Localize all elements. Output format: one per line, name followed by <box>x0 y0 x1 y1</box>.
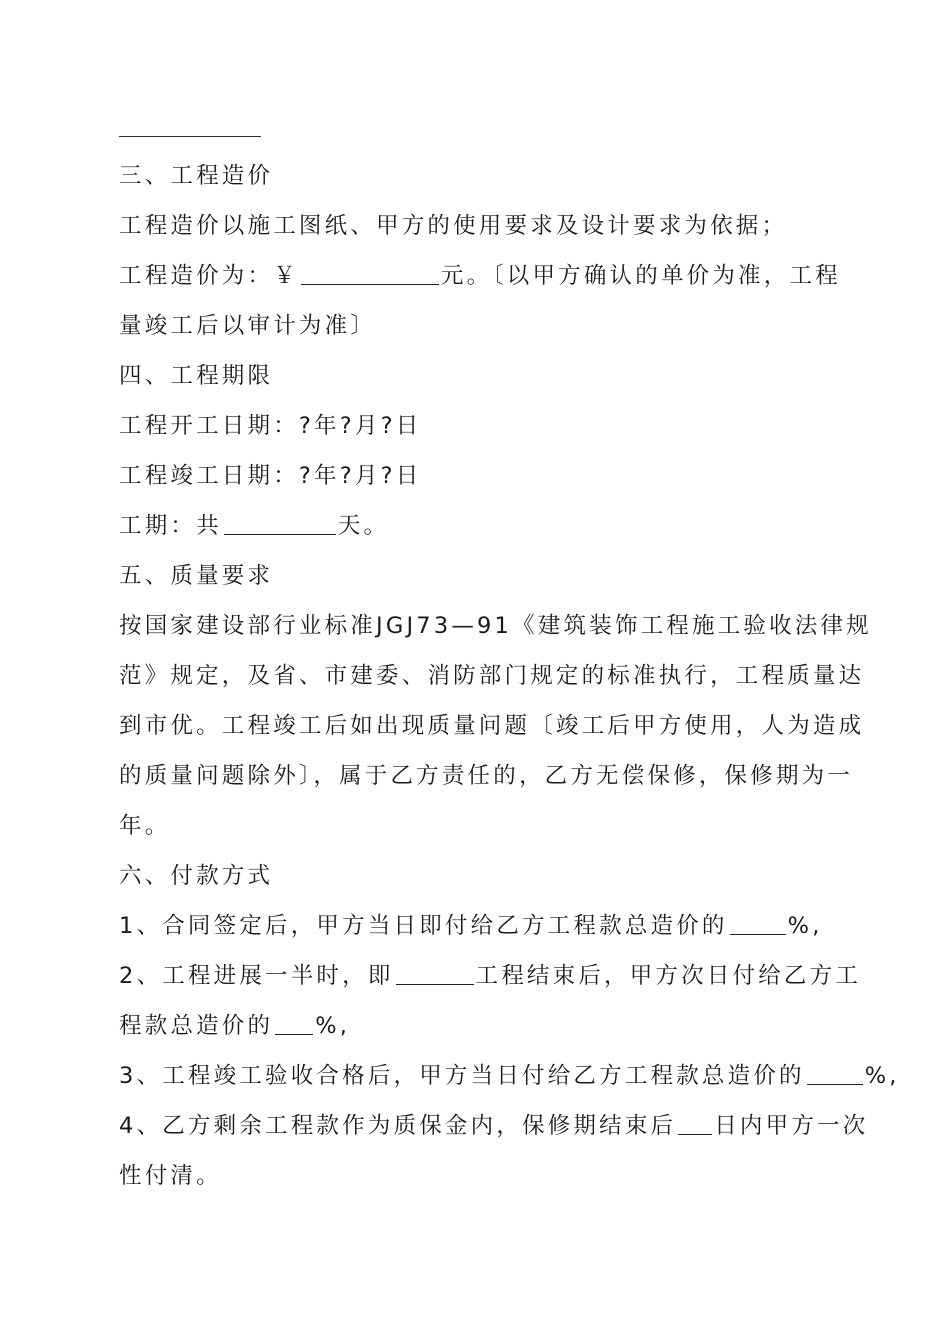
section-5-line-5: 年。 <box>119 813 171 839</box>
item-2-cont-prefix: 程款总造价的 <box>119 1013 274 1039</box>
item-4-prefix: 4、乙方剩余工程款作为质保金内，保修期结束后 <box>119 1113 677 1139</box>
item-1-suffix: %, <box>787 913 823 939</box>
section-5-line-2: 范》规定，及省、市建委、消防部门规定的标准执行，工程质量达 <box>119 663 865 689</box>
item-2-blank <box>396 962 474 985</box>
end-date-line: 工程竣工日期：?年?月?日 <box>119 463 422 489</box>
item-1-prefix: 1、合同签定后，甲方当日即付给乙方工程款总造价的 <box>119 913 728 939</box>
item-3-suffix: %, <box>864 1063 900 1089</box>
section-3-heading: 三、工程造价 <box>119 163 274 189</box>
item-2-cont-suffix: %, <box>315 1013 351 1039</box>
top-divider <box>119 136 261 137</box>
section-5-heading: 五、质量要求 <box>119 563 274 589</box>
payment-item-4-cont: 性付清。 <box>119 1163 222 1189</box>
payment-item-4 <box>119 1111 869 1141</box>
duration-suffix: 天。 <box>337 513 390 539</box>
item-3-blank <box>807 1062 863 1085</box>
section-4-heading: 四、工程期限 <box>119 363 274 389</box>
section-3-price-line <box>119 261 839 291</box>
price-suffix: 元。〔以甲方确认的单价为准，工程 <box>440 263 841 289</box>
payment-item-2-cont <box>119 1011 839 1041</box>
duration-prefix: 工期：共 <box>119 513 222 539</box>
price-prefix: 工程造价为：￥ <box>119 263 299 289</box>
start-date-line: 工程开工日期：?年?月?日 <box>119 413 422 439</box>
item-2-prefix: 2、工程进展一半时，即 <box>119 963 394 989</box>
item-4-blank <box>678 1112 712 1135</box>
item-2-suffix: 工程结束后，甲方次日付给乙方工 <box>475 963 862 989</box>
item-1-blank <box>730 912 786 935</box>
section-3-line-1: 工程造价以施工图纸、甲方的使用要求及设计要求为依据； <box>119 213 788 239</box>
payment-item-2 <box>119 961 862 991</box>
price-blank <box>301 262 439 285</box>
duration-blank <box>224 512 336 535</box>
payment-item-1 <box>119 911 839 941</box>
item-2-cont-blank <box>275 1012 313 1035</box>
section-5-line-1: 按国家建设部行业标准JGJ73—91《建筑装饰工程施工验收法律规 <box>119 613 872 639</box>
item-3-prefix: 3、工程竣工验收合格后，甲方当日付给乙方工程款总造价的 <box>119 1063 805 1089</box>
section-6-heading: 六、付款方式 <box>119 863 274 889</box>
item-4-suffix: 日内甲方一次 <box>714 1113 869 1139</box>
payment-item-3 <box>119 1061 900 1091</box>
section-3-price-cont: 量竣工后以审计为准〕 <box>119 313 377 339</box>
section-5-line-3: 到市优。工程竣工后如出现质量问题〔竣工后甲方使用，人为造成 <box>119 713 865 739</box>
duration-line <box>119 511 839 541</box>
section-5-line-4: 的质量问题除外〕，属于乙方责任的，乙方无偿保修，保修期为一 <box>119 763 854 789</box>
